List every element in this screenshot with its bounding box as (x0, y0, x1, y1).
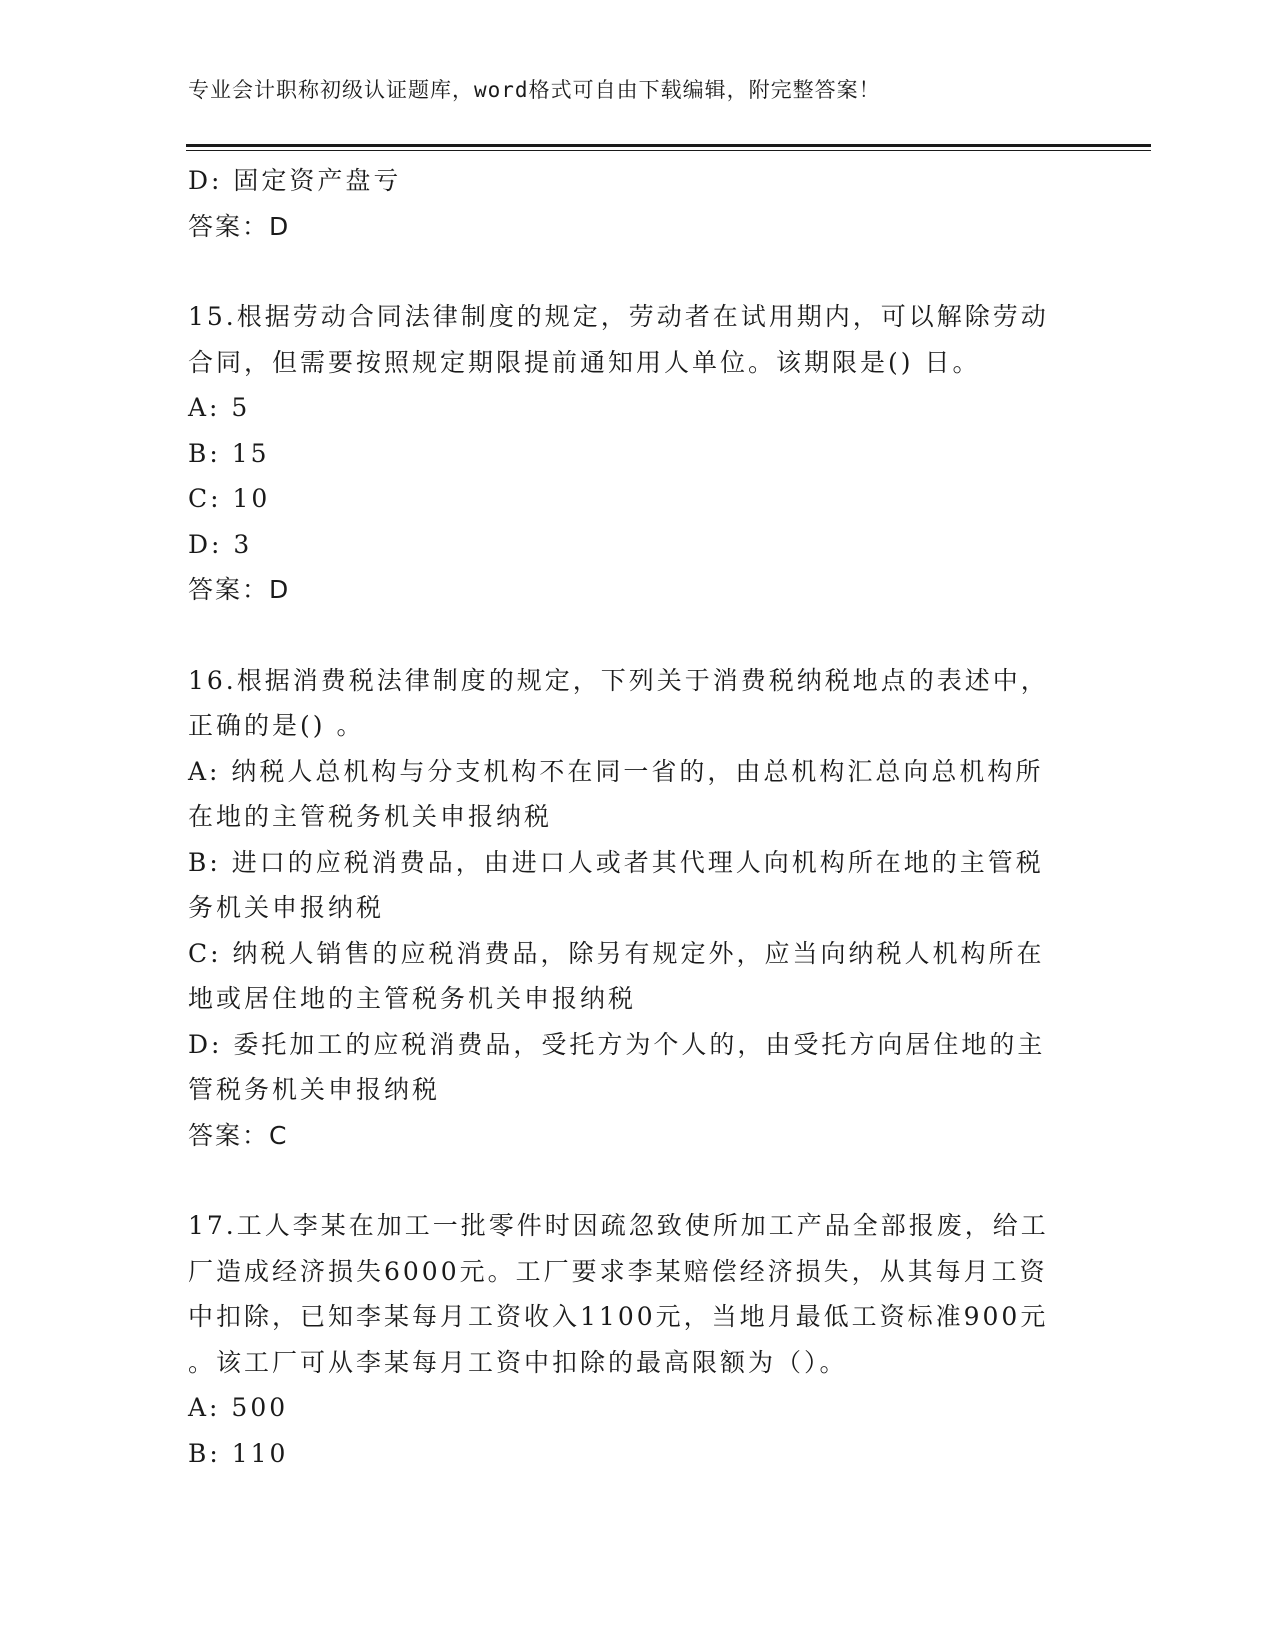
option-c: C: 10 (188, 484, 271, 513)
answer: 答案：D (188, 575, 291, 604)
header-rule-thick (186, 144, 1151, 147)
option-d: D: 3 (188, 529, 253, 559)
question-text-line: 中扣除，已知李某每月工资收入1100元，当地月最低工资标准900元 (188, 1302, 1049, 1331)
spacer (188, 1158, 1088, 1203)
option-b: B: 进口的应税消费品，由进口人或者其代理人向机构所在地的主管税 (188, 847, 1044, 877)
option-b: B: 15 (188, 438, 270, 468)
answer: 答案：D (188, 211, 291, 241)
option-a: A: 500 (188, 1393, 289, 1422)
answer: 答案：C (188, 1120, 289, 1150)
question-17 (188, 1203, 1088, 1476)
option-a: A: 纳税人总机构与分支机构不在同一省的，由总机构汇总向总机构所 (188, 756, 1044, 786)
question-text-line: 17.工人李某在加工一批零件时因疏忽致使所加工产品全部报废，给工 (188, 1211, 1049, 1240)
option-d: D: 固定资产盘亏 (188, 166, 402, 195)
header-rule-thin (186, 150, 1151, 151)
document-body (188, 158, 1088, 1476)
question-text-line: 厂造成经济损失6000元。工厂要求李某赔偿经济损失，从其每月工资 (188, 1256, 1048, 1286)
option-c: C: 纳税人销售的应税消费品，除另有规定外，应当向纳税人机构所在 (188, 938, 1045, 968)
question-15 (188, 294, 1088, 613)
option-b: B: 110 (188, 1438, 289, 1468)
page-header: 专业会计职称初级认证题库，word格式可自由下载编辑，附完整答案！ (188, 78, 881, 102)
option-b-continued: 务机关申报纳税 (188, 893, 385, 922)
option-a-continued: 在地的主管税务机关申报纳税 (188, 802, 553, 831)
option-a: A: 5 (188, 393, 251, 422)
question-text-line: 16.根据消费税法律制度的规定，下列关于消费税纳税地点的表述中， (188, 665, 1049, 695)
question-text-line: 合同，但需要按照规定期限提前通知用人单位。该期限是() 日。 (188, 347, 981, 377)
spacer (188, 613, 1088, 658)
option-d: D: 委托加工的应税消费品，受托方为个人的，由受托方向居住地的主 (188, 1029, 1046, 1059)
question-text-line: 正确的是() 。 (188, 711, 365, 740)
option-c-continued: 地或居住地的主管税务机关申报纳税 (188, 984, 637, 1013)
option-d-continued: 管税务机关申报纳税 (188, 1075, 441, 1104)
question-text-line: 15.根据劳动合同法律制度的规定，劳动者在试用期内，可以解除劳动 (188, 302, 1049, 331)
question-16 (188, 658, 1088, 1159)
spacer (188, 249, 1088, 294)
question-text-line: 。该工厂可从李某每月工资中扣除的最高限额为（）。 (188, 1347, 848, 1377)
